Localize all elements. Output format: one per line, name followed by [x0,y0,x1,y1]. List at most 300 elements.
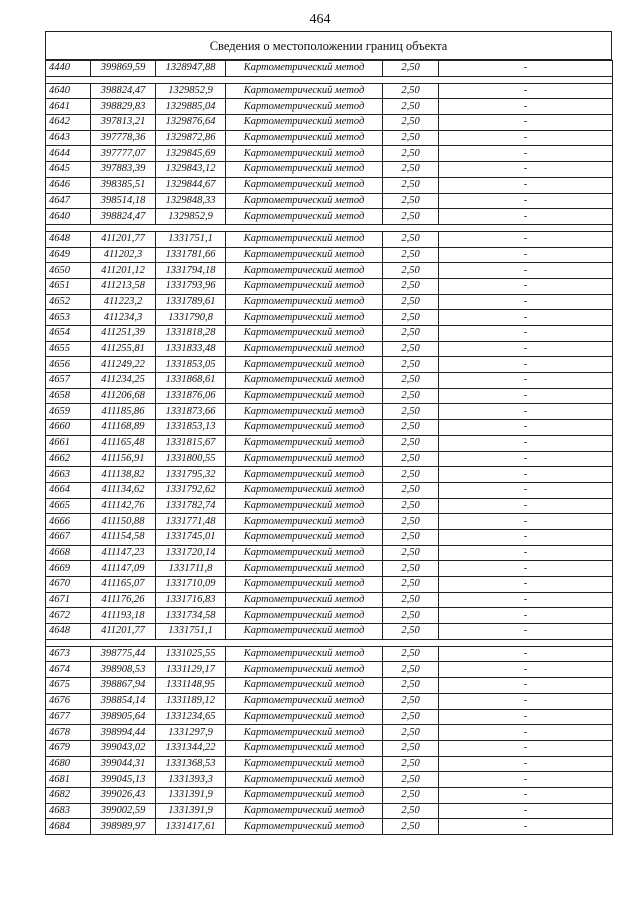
x-coordinate-cell: 411165,48 [91,435,156,451]
table-row [46,373,613,389]
x-coordinate-cell: 398854,14 [91,693,156,709]
accuracy-cell: 2,50 [383,341,439,357]
point-number-cell: 4652 [46,294,91,310]
accuracy-cell: 2,50 [383,263,439,279]
method-cell: Картометрический метод [226,577,383,593]
description-cell: - [439,819,613,835]
accuracy-cell: 2,50 [383,772,439,788]
table-row [46,608,613,624]
description-cell: - [439,561,613,577]
point-number-cell: 4663 [46,467,91,483]
x-coordinate-cell: 411147,09 [91,561,156,577]
y-coordinate-cell: 1331751,1 [156,231,226,247]
method-cell: Картометрический метод [226,819,383,835]
table-row [46,341,613,357]
table-row [46,130,613,146]
table-row [46,99,613,115]
description-cell: - [439,529,613,545]
accuracy-cell: 2,50 [383,61,439,77]
accuracy-cell: 2,50 [383,177,439,193]
table-row [46,294,613,310]
description-cell: - [439,725,613,741]
accuracy-cell: 2,50 [383,130,439,146]
description-cell: - [439,247,613,263]
accuracy-cell: 2,50 [383,529,439,545]
table-row [46,662,613,678]
y-coordinate-cell: 1331391,9 [156,803,226,819]
description-cell: - [439,61,613,77]
method-cell: Картометрический метод [226,404,383,420]
description-cell: - [439,209,613,225]
method-cell: Картометрический метод [226,646,383,662]
method-cell: Картометрический метод [226,467,383,483]
x-coordinate-cell: 411134,62 [91,482,156,498]
y-coordinate-cell: 1329844,67 [156,177,226,193]
description-cell: - [439,451,613,467]
method-cell: Картометрический метод [226,326,383,342]
x-coordinate-cell: 411251,39 [91,326,156,342]
accuracy-cell: 2,50 [383,498,439,514]
point-number-cell: 4642 [46,115,91,131]
x-coordinate-cell: 398385,51 [91,177,156,193]
description-cell: - [439,177,613,193]
x-coordinate-cell: 398994,44 [91,725,156,741]
accuracy-cell: 2,50 [383,451,439,467]
description-cell: - [439,373,613,389]
method-cell: Картометрический метод [226,678,383,694]
point-number-cell: 4667 [46,529,91,545]
point-number-cell: 4660 [46,420,91,436]
table-row [46,193,613,209]
separator-cell [46,639,613,646]
accuracy-cell: 2,50 [383,819,439,835]
method-cell: Картометрический метод [226,130,383,146]
accuracy-cell: 2,50 [383,545,439,561]
x-coordinate-cell: 411147,23 [91,545,156,561]
method-cell: Картометрический метод [226,193,383,209]
description-cell: - [439,420,613,436]
y-coordinate-cell: 1329852,9 [156,209,226,225]
method-cell: Картометрический метод [226,803,383,819]
method-cell: Картометрический метод [226,693,383,709]
accuracy-cell: 2,50 [383,247,439,263]
x-coordinate-cell: 399044,31 [91,756,156,772]
y-coordinate-cell: 1331800,55 [156,451,226,467]
table-row [46,310,613,326]
point-number-cell: 4657 [46,373,91,389]
description-cell: - [439,662,613,678]
point-number-cell: 4675 [46,678,91,694]
point-number-cell: 4648 [46,624,91,640]
point-number-cell: 4676 [46,693,91,709]
method-cell: Картометрический метод [226,529,383,545]
table-row [46,61,613,77]
x-coordinate-cell: 411201,77 [91,624,156,640]
point-number-cell: 4679 [46,740,91,756]
method-cell: Картометрический метод [226,209,383,225]
table-row [46,529,613,545]
x-coordinate-cell: 399869,59 [91,61,156,77]
accuracy-cell: 2,50 [383,162,439,178]
point-number-cell: 4673 [46,646,91,662]
x-coordinate-cell: 411185,86 [91,404,156,420]
point-number-cell: 4640 [46,83,91,99]
table-row [46,545,613,561]
description-cell: - [439,162,613,178]
y-coordinate-cell: 1331368,53 [156,756,226,772]
y-coordinate-cell: 1331720,14 [156,545,226,561]
x-coordinate-cell: 411156,91 [91,451,156,467]
accuracy-cell: 2,50 [383,577,439,593]
y-coordinate-cell: 1331148,95 [156,678,226,694]
point-number-cell: 4648 [46,231,91,247]
method-cell: Картометрический метод [226,756,383,772]
section-separator-row [46,224,613,231]
y-coordinate-cell: 1331344,22 [156,740,226,756]
y-coordinate-cell: 1331189,12 [156,693,226,709]
point-number-cell: 4670 [46,577,91,593]
method-cell: Картометрический метод [226,545,383,561]
accuracy-cell: 2,50 [383,561,439,577]
x-coordinate-cell: 411138,82 [91,467,156,483]
y-coordinate-cell: 1331792,62 [156,482,226,498]
x-coordinate-cell: 411168,89 [91,420,156,436]
accuracy-cell: 2,50 [383,592,439,608]
x-coordinate-cell: 399045,13 [91,772,156,788]
method-cell: Картометрический метод [226,162,383,178]
description-cell: - [439,514,613,530]
y-coordinate-cell: 1331853,13 [156,420,226,436]
point-number-cell: 4682 [46,787,91,803]
y-coordinate-cell: 1331873,66 [156,404,226,420]
table-row [46,678,613,694]
x-coordinate-cell: 411234,25 [91,373,156,389]
point-number-cell: 4665 [46,498,91,514]
method-cell: Картометрический метод [226,373,383,389]
x-coordinate-cell: 411202,3 [91,247,156,263]
method-cell: Картометрический метод [226,772,383,788]
accuracy-cell: 2,50 [383,115,439,131]
table-row [46,787,613,803]
table-row [46,772,613,788]
table-row [46,209,613,225]
point-number-cell: 4668 [46,545,91,561]
x-coordinate-cell: 398989,97 [91,819,156,835]
x-coordinate-cell: 411201,12 [91,263,156,279]
description-cell: - [439,83,613,99]
boundary-table-sheet [45,31,612,835]
accuracy-cell: 2,50 [383,514,439,530]
y-coordinate-cell: 1331781,66 [156,247,226,263]
table-row [46,83,613,99]
x-coordinate-cell: 398867,94 [91,678,156,694]
accuracy-cell: 2,50 [383,709,439,725]
y-coordinate-cell: 1331876,06 [156,388,226,404]
description-cell: - [439,608,613,624]
description-cell: - [439,115,613,131]
method-cell: Картометрический метод [226,740,383,756]
table-row [46,162,613,178]
accuracy-cell: 2,50 [383,294,439,310]
table-row [46,498,613,514]
x-coordinate-cell: 411176,26 [91,592,156,608]
method-cell: Картометрический метод [226,420,383,436]
x-coordinate-cell: 411255,81 [91,341,156,357]
x-coordinate-cell: 399026,43 [91,787,156,803]
description-cell: - [439,294,613,310]
point-number-cell: 4641 [46,99,91,115]
method-cell: Картометрический метод [226,231,383,247]
y-coordinate-cell: 1331794,18 [156,263,226,279]
accuracy-cell: 2,50 [383,357,439,373]
point-number-cell: 4654 [46,326,91,342]
x-coordinate-cell: 411249,22 [91,357,156,373]
table-title: Сведения о местоположении границ объекта [45,31,612,60]
method-cell: Картометрический метод [226,263,383,279]
x-coordinate-cell: 398824,47 [91,83,156,99]
x-coordinate-cell: 398908,53 [91,662,156,678]
description-cell: - [439,310,613,326]
y-coordinate-cell: 1331853,05 [156,357,226,373]
accuracy-cell: 2,50 [383,388,439,404]
coordinates-table-body [46,61,613,835]
accuracy-cell: 2,50 [383,231,439,247]
description-cell: - [439,787,613,803]
y-coordinate-cell: 1331711,8 [156,561,226,577]
method-cell: Картометрический метод [226,592,383,608]
description-cell: - [439,99,613,115]
point-number-cell: 4672 [46,608,91,624]
point-number-cell: 4677 [46,709,91,725]
accuracy-cell: 2,50 [383,740,439,756]
separator-cell [46,76,613,83]
method-cell: Картометрический метод [226,498,383,514]
table-row [46,693,613,709]
description-cell: - [439,498,613,514]
method-cell: Картометрический метод [226,388,383,404]
y-coordinate-cell: 1331417,61 [156,819,226,835]
method-cell: Картометрический метод [226,624,383,640]
method-cell: Картометрический метод [226,310,383,326]
description-cell: - [439,278,613,294]
table-row [46,247,613,263]
description-cell: - [439,482,613,498]
point-number-cell: 4440 [46,61,91,77]
method-cell: Картометрический метод [226,146,383,162]
description-cell: - [439,404,613,420]
table-row [46,482,613,498]
y-coordinate-cell: 1329848,33 [156,193,226,209]
description-cell: - [439,592,613,608]
y-coordinate-cell: 1331793,96 [156,278,226,294]
point-number-cell: 4647 [46,193,91,209]
x-coordinate-cell: 399043,02 [91,740,156,756]
x-coordinate-cell: 411206,68 [91,388,156,404]
point-number-cell: 4666 [46,514,91,530]
point-number-cell: 4661 [46,435,91,451]
y-coordinate-cell: 1329872,86 [156,130,226,146]
y-coordinate-cell: 1331129,17 [156,662,226,678]
table-row [46,388,613,404]
method-cell: Картометрический метод [226,725,383,741]
table-row [46,467,613,483]
x-coordinate-cell: 398905,64 [91,709,156,725]
description-cell: - [439,435,613,451]
table-row [46,231,613,247]
table-row [46,357,613,373]
y-coordinate-cell: 1329845,69 [156,146,226,162]
y-coordinate-cell: 1331393,3 [156,772,226,788]
accuracy-cell: 2,50 [383,146,439,162]
y-coordinate-cell: 1331815,67 [156,435,226,451]
point-number-cell: 4683 [46,803,91,819]
accuracy-cell: 2,50 [383,420,439,436]
accuracy-cell: 2,50 [383,803,439,819]
point-number-cell: 4658 [46,388,91,404]
point-number-cell: 4645 [46,162,91,178]
table-row [46,435,613,451]
accuracy-cell: 2,50 [383,193,439,209]
y-coordinate-cell: 1331734,58 [156,608,226,624]
x-coordinate-cell: 397777,07 [91,146,156,162]
description-cell: - [439,772,613,788]
table-row [46,803,613,819]
y-coordinate-cell: 1331795,32 [156,467,226,483]
accuracy-cell: 2,50 [383,467,439,483]
y-coordinate-cell: 1329876,64 [156,115,226,131]
y-coordinate-cell: 1331868,61 [156,373,226,389]
accuracy-cell: 2,50 [383,310,439,326]
description-cell: - [439,341,613,357]
point-number-cell: 4662 [46,451,91,467]
point-number-cell: 4684 [46,819,91,835]
accuracy-cell: 2,50 [383,99,439,115]
x-coordinate-cell: 411165,07 [91,577,156,593]
table-row [46,740,613,756]
accuracy-cell: 2,50 [383,693,439,709]
y-coordinate-cell: 1331391,9 [156,787,226,803]
y-coordinate-cell: 1328947,88 [156,61,226,77]
x-coordinate-cell: 411201,77 [91,231,156,247]
point-number-cell: 4678 [46,725,91,741]
point-number-cell: 4653 [46,310,91,326]
method-cell: Картометрический метод [226,451,383,467]
method-cell: Картометрический метод [226,341,383,357]
point-number-cell: 4674 [46,662,91,678]
table-row [46,819,613,835]
y-coordinate-cell: 1331789,61 [156,294,226,310]
method-cell: Картометрический метод [226,608,383,624]
table-row [46,278,613,294]
method-cell: Картометрический метод [226,435,383,451]
table-row [46,646,613,662]
point-number-cell: 4646 [46,177,91,193]
accuracy-cell: 2,50 [383,373,439,389]
method-cell: Картометрический метод [226,294,383,310]
table-row [46,725,613,741]
y-coordinate-cell: 1331025,55 [156,646,226,662]
point-number-cell: 4643 [46,130,91,146]
point-number-cell: 4650 [46,263,91,279]
accuracy-cell: 2,50 [383,725,439,741]
description-cell: - [439,193,613,209]
description-cell: - [439,388,613,404]
point-number-cell: 4669 [46,561,91,577]
table-row [46,404,613,420]
method-cell: Картометрический метод [226,177,383,193]
description-cell: - [439,693,613,709]
accuracy-cell: 2,50 [383,678,439,694]
accuracy-cell: 2,50 [383,278,439,294]
method-cell: Картометрический метод [226,709,383,725]
point-number-cell: 4656 [46,357,91,373]
method-cell: Картометрический метод [226,115,383,131]
description-cell: - [439,646,613,662]
x-coordinate-cell: 397778,36 [91,130,156,146]
x-coordinate-cell: 411223,2 [91,294,156,310]
method-cell: Картометрический метод [226,357,383,373]
table-row [46,624,613,640]
x-coordinate-cell: 397813,21 [91,115,156,131]
accuracy-cell: 2,50 [383,662,439,678]
method-cell: Картометрический метод [226,514,383,530]
x-coordinate-cell: 397883,39 [91,162,156,178]
page-number: 464 [309,12,331,27]
method-cell: Картометрический метод [226,99,383,115]
table-row [46,561,613,577]
x-coordinate-cell: 411213,58 [91,278,156,294]
table-row [46,592,613,608]
description-cell: - [439,263,613,279]
description-cell: - [439,146,613,162]
x-coordinate-cell: 411142,76 [91,498,156,514]
y-coordinate-cell: 1331234,65 [156,709,226,725]
description-cell: - [439,231,613,247]
accuracy-cell: 2,50 [383,435,439,451]
y-coordinate-cell: 1331833,48 [156,341,226,357]
point-number-cell: 4640 [46,209,91,225]
description-cell: - [439,467,613,483]
description-cell: - [439,545,613,561]
accuracy-cell: 2,50 [383,608,439,624]
y-coordinate-cell: 1331771,48 [156,514,226,530]
point-number-cell: 4644 [46,146,91,162]
accuracy-cell: 2,50 [383,482,439,498]
description-cell: - [439,756,613,772]
point-number-cell: 4681 [46,772,91,788]
x-coordinate-cell: 398829,83 [91,99,156,115]
coordinates-table [45,60,613,835]
accuracy-cell: 2,50 [383,624,439,640]
y-coordinate-cell: 1329843,12 [156,162,226,178]
table-row [46,263,613,279]
y-coordinate-cell: 1331716,83 [156,592,226,608]
point-number-cell: 4664 [46,482,91,498]
method-cell: Картометрический метод [226,247,383,263]
y-coordinate-cell: 1329885,04 [156,99,226,115]
point-number-cell: 4680 [46,756,91,772]
table-row [46,451,613,467]
description-cell: - [439,678,613,694]
x-coordinate-cell: 398775,44 [91,646,156,662]
description-cell: - [439,357,613,373]
table-row [46,177,613,193]
method-cell: Картометрический метод [226,61,383,77]
description-cell: - [439,709,613,725]
description-cell: - [439,577,613,593]
table-row [46,420,613,436]
x-coordinate-cell: 411154,58 [91,529,156,545]
